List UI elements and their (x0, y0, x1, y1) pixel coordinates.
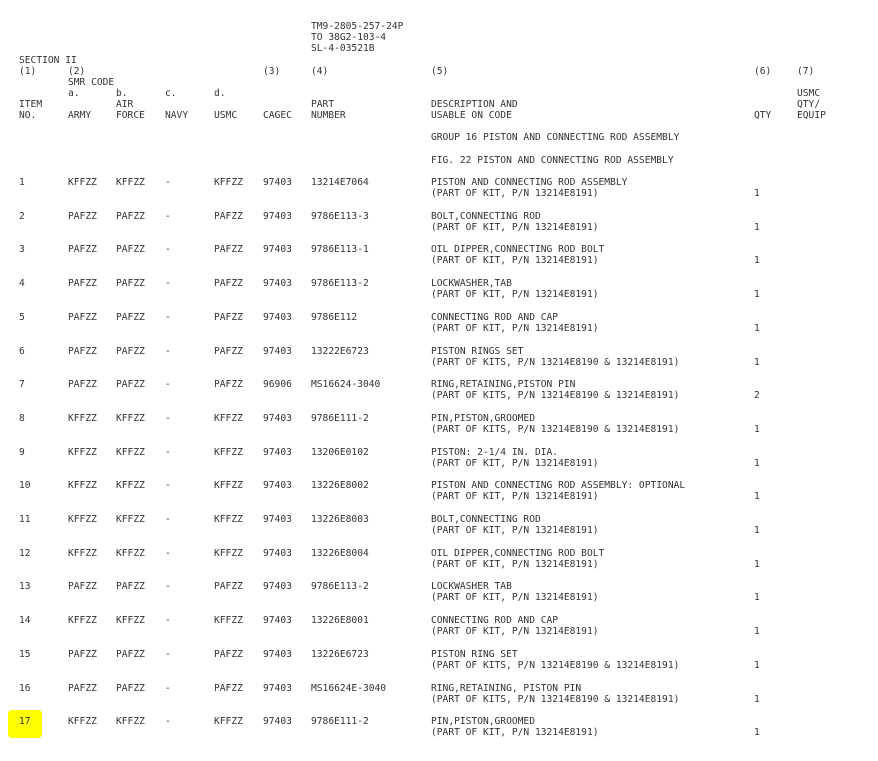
section-title: SECTION II (19, 55, 77, 66)
usmc-smr-code: KFFZZ (214, 615, 243, 626)
usmc-smr-code: PAFZZ (214, 649, 243, 660)
usmc-qty-header-1: USMC (797, 88, 821, 99)
col-num-5: (5) (431, 66, 449, 77)
item-number: 15 (19, 649, 31, 660)
quantity: 1 (754, 727, 760, 738)
army-smr-code: PAFZZ (68, 649, 97, 660)
part-number: MS16624E-3040 (311, 683, 387, 694)
cagec-code: 97403 (263, 346, 292, 357)
item-number: 8 (19, 413, 25, 424)
sub-letter-c: c. (165, 88, 177, 99)
col-num-1: (1) (19, 66, 37, 77)
navy-smr-code: - (165, 683, 171, 694)
sub-letter-b: b. (116, 88, 128, 99)
description-usable-on: (PART OF KITS, P/N 13214E8190 & 13214E8191) (431, 694, 680, 705)
air-force-smr-code: KFFZZ (116, 177, 145, 188)
army-smr-code: KFFZZ (68, 413, 97, 424)
navy-smr-code: - (165, 514, 171, 525)
description: CONNECTING ROD AND CAP (431, 615, 559, 626)
usmc-qty-header-3: EQUIP (797, 110, 826, 121)
quantity: 1 (754, 458, 760, 469)
sub-letter-a: a. (68, 88, 80, 99)
air-force-smr-code: KFFZZ (116, 413, 145, 424)
item-number: 3 (19, 244, 25, 255)
description-usable-on: (PART OF KIT, P/N 13214E8191) (431, 626, 599, 637)
quantity: 1 (754, 525, 760, 536)
cagec-code: 97403 (263, 480, 292, 491)
army-smr-code: KFFZZ (68, 480, 97, 491)
description: CONNECTING ROD AND CAP (431, 312, 559, 323)
sub-letter-d: d. (214, 88, 226, 99)
col-num-3: (3) (263, 66, 281, 77)
quantity: 1 (754, 188, 760, 199)
quantity: 1 (754, 592, 760, 603)
item-number: 13 (19, 581, 31, 592)
air-force-smr-code: KFFZZ (116, 548, 145, 559)
usmc-smr-code: KFFZZ (214, 716, 243, 727)
cagec-code: 97403 (263, 683, 292, 694)
description: RING,RETAINING, PISTON PIN (431, 683, 582, 694)
description: LOCKWASHER,TAB (431, 278, 512, 289)
description-usable-on: (PART OF KIT, P/N 13214E8191) (431, 222, 599, 233)
item-number: 1 (19, 177, 25, 188)
navy-header: NAVY (165, 110, 189, 121)
description-usable-on: (PART OF KIT, P/N 13214E8191) (431, 491, 599, 502)
air-force-smr-code: KFFZZ (116, 514, 145, 525)
army-smr-code: KFFZZ (68, 177, 97, 188)
part-number: 9786E112 (311, 312, 358, 323)
cagec-code: 96906 (263, 379, 292, 390)
part-number-header-1: PART (311, 99, 335, 110)
army-smr-code: PAFZZ (68, 581, 97, 592)
table-row (0, 615, 878, 639)
description: LOCKWASHER TAB (431, 581, 512, 592)
army-smr-code: PAFZZ (68, 683, 97, 694)
table-row (0, 514, 878, 538)
usmc-smr-code: KFFZZ (214, 548, 243, 559)
part-number: 9786E111-2 (311, 413, 369, 424)
description: PISTON RING SET (431, 649, 518, 660)
doc-id-1: TM9-2805-257-24P (311, 21, 404, 32)
quantity: 1 (754, 694, 760, 705)
navy-smr-code: - (165, 346, 171, 357)
description: PISTON: 2-1/4 IN. DIA. (431, 447, 559, 458)
table-row (0, 480, 878, 504)
item-number: 16 (19, 683, 31, 694)
navy-smr-code: - (165, 278, 171, 289)
cagec-code: 97403 (263, 244, 292, 255)
air-force-header-1: AIR (116, 99, 134, 110)
quantity: 1 (754, 424, 760, 435)
description-usable-on: (PART OF KIT, P/N 13214E8191) (431, 525, 599, 536)
part-number-header-2: NUMBER (311, 110, 346, 121)
air-force-smr-code: KFFZZ (116, 480, 145, 491)
part-number: 9786E111-2 (311, 716, 369, 727)
table-row (0, 379, 878, 403)
description: OIL DIPPER,CONNECTING ROD BOLT (431, 244, 605, 255)
qty-header: QTY (754, 110, 772, 121)
navy-smr-code: - (165, 480, 171, 491)
army-smr-code: PAFZZ (68, 244, 97, 255)
quantity: 1 (754, 559, 760, 570)
usmc-smr-code: PAFZZ (214, 346, 243, 357)
cagec-code: 97403 (263, 581, 292, 592)
air-force-smr-code: KFFZZ (116, 716, 145, 727)
navy-smr-code: - (165, 615, 171, 626)
cagec-code: 97403 (263, 716, 292, 727)
navy-smr-code: - (165, 413, 171, 424)
table-row (0, 211, 878, 235)
usmc-smr-code: PAFZZ (214, 312, 243, 323)
usmc-smr-code: KFFZZ (214, 177, 243, 188)
description-usable-on: (PART OF KITS, P/N 13214E8190 & 13214E8191) (431, 424, 680, 435)
item-number: 17 (19, 716, 31, 727)
cagec-code: 97403 (263, 447, 292, 458)
table-row (0, 312, 878, 336)
navy-smr-code: - (165, 177, 171, 188)
usmc-smr-code: PAFZZ (214, 244, 243, 255)
figure-title: FIG. 22 PISTON AND CONNECTING ROD ASSEMBLY (431, 155, 674, 166)
cagec-code: 97403 (263, 514, 292, 525)
usmc-smr-code: KFFZZ (214, 480, 243, 491)
part-number: MS16624-3040 (311, 379, 381, 390)
part-number: 13222E6723 (311, 346, 369, 357)
navy-smr-code: - (165, 581, 171, 592)
quantity: 1 (754, 357, 760, 368)
army-header: ARMY (68, 110, 92, 121)
usmc-smr-code: KFFZZ (214, 413, 243, 424)
description-usable-on: (PART OF KIT, P/N 13214E8191) (431, 323, 599, 334)
col-num-2: (2) (68, 66, 86, 77)
cagec-code: 97403 (263, 177, 292, 188)
part-number: 13226E8001 (311, 615, 369, 626)
item-header-1: ITEM (19, 99, 43, 110)
description-usable-on: (PART OF KITS, P/N 13214E8190 & 13214E8191) (431, 357, 680, 368)
part-number: 9786E113-2 (311, 278, 369, 289)
army-smr-code: KFFZZ (68, 716, 97, 727)
description: PISTON RINGS SET (431, 346, 524, 357)
table-row (0, 177, 878, 201)
doc-id-3: SL-4-03521B (311, 43, 375, 54)
usmc-header: USMC (214, 110, 238, 121)
description: BOLT,CONNECTING ROD (431, 514, 541, 525)
table-row (0, 548, 878, 572)
cagec-header: CAGEC (263, 110, 292, 121)
description-usable-on: (PART OF KIT, P/N 13214E8191) (431, 559, 599, 570)
army-smr-code: PAFZZ (68, 211, 97, 222)
table-row (0, 683, 878, 707)
smr-code-label: SMR CODE (68, 77, 115, 88)
navy-smr-code: - (165, 548, 171, 559)
item-header-2: NO. (19, 110, 37, 121)
army-smr-code: KFFZZ (68, 615, 97, 626)
quantity: 1 (754, 660, 760, 671)
item-number: 10 (19, 480, 31, 491)
doc-id-2: TO 38G2-103-4 (311, 32, 387, 43)
air-force-smr-code: PAFZZ (116, 278, 145, 289)
air-force-smr-code: PAFZZ (116, 683, 145, 694)
table-row (0, 447, 878, 471)
item-number: 4 (19, 278, 25, 289)
item-number: 12 (19, 548, 31, 559)
cagec-code: 97403 (263, 413, 292, 424)
usmc-smr-code: PAFZZ (214, 683, 243, 694)
air-force-smr-code: PAFZZ (116, 581, 145, 592)
description-header-1: DESCRIPTION AND (431, 99, 518, 110)
cagec-code: 97403 (263, 615, 292, 626)
quantity: 1 (754, 222, 760, 233)
usmc-smr-code: KFFZZ (214, 514, 243, 525)
cagec-code: 97403 (263, 548, 292, 559)
part-number: 13214E7064 (311, 177, 369, 188)
usmc-smr-code: PAFZZ (214, 581, 243, 592)
description: RING,RETAINING,PISTON PIN (431, 379, 576, 390)
army-smr-code: KFFZZ (68, 447, 97, 458)
usmc-smr-code: PAFZZ (214, 379, 243, 390)
navy-smr-code: - (165, 211, 171, 222)
part-number: 13206E0102 (311, 447, 369, 458)
navy-smr-code: - (165, 649, 171, 660)
description-usable-on: (PART OF KIT, P/N 13214E8191) (431, 727, 599, 738)
army-smr-code: PAFZZ (68, 346, 97, 357)
air-force-smr-code: KFFZZ (116, 615, 145, 626)
description: PISTON AND CONNECTING ROD ASSEMBLY: OPTIONAL (431, 480, 686, 491)
cagec-code: 97403 (263, 649, 292, 660)
usmc-smr-code: KFFZZ (214, 447, 243, 458)
air-force-smr-code: KFFZZ (116, 447, 145, 458)
item-number: 11 (19, 514, 31, 525)
part-number: 13226E8004 (311, 548, 369, 559)
part-number: 13226E6723 (311, 649, 369, 660)
navy-smr-code: - (165, 716, 171, 727)
army-smr-code: PAFZZ (68, 379, 97, 390)
army-smr-code: KFFZZ (68, 548, 97, 559)
part-number: 9786E113-2 (311, 581, 369, 592)
usmc-smr-code: PAFZZ (214, 211, 243, 222)
army-smr-code: KFFZZ (68, 514, 97, 525)
description-usable-on: (PART OF KIT, P/N 13214E8191) (431, 188, 599, 199)
table-row (0, 244, 878, 268)
cagec-code: 97403 (263, 278, 292, 289)
navy-smr-code: - (165, 379, 171, 390)
navy-smr-code: - (165, 244, 171, 255)
air-force-header-2: FORCE (116, 110, 145, 121)
table-row (0, 346, 878, 370)
quantity: 1 (754, 491, 760, 502)
col-num-4: (4) (311, 66, 329, 77)
part-number: 13226E8002 (311, 480, 369, 491)
description: OIL DIPPER,CONNECTING ROD BOLT (431, 548, 605, 559)
description-usable-on: (PART OF KITS, P/N 13214E8190 & 13214E8191) (431, 660, 680, 671)
quantity: 1 (754, 626, 760, 637)
part-number: 9786E113-1 (311, 244, 369, 255)
quantity: 1 (754, 289, 760, 300)
air-force-smr-code: PAFZZ (116, 244, 145, 255)
air-force-smr-code: PAFZZ (116, 211, 145, 222)
air-force-smr-code: PAFZZ (116, 379, 145, 390)
description-usable-on: (PART OF KIT, P/N 13214E8191) (431, 592, 599, 603)
description-usable-on: (PART OF KITS, P/N 13214E8190 & 13214E8191) (431, 390, 680, 401)
quantity: 1 (754, 255, 760, 266)
item-number: 14 (19, 615, 31, 626)
table-row (0, 649, 878, 673)
cagec-code: 97403 (263, 312, 292, 323)
usmc-qty-header-2: QTY/ (797, 99, 821, 110)
part-number: 9786E113-3 (311, 211, 369, 222)
item-number: 7 (19, 379, 25, 390)
item-number: 9 (19, 447, 25, 458)
cagec-code: 97403 (263, 211, 292, 222)
table-row (0, 581, 878, 605)
col-num-7: (7) (797, 66, 815, 77)
description: PIN,PISTON,GROOMED (431, 413, 535, 424)
quantity: 1 (754, 323, 760, 334)
table-row (0, 413, 878, 437)
army-smr-code: PAFZZ (68, 312, 97, 323)
army-smr-code: PAFZZ (68, 278, 97, 289)
description-usable-on: (PART OF KIT, P/N 13214E8191) (431, 289, 599, 300)
air-force-smr-code: PAFZZ (116, 649, 145, 660)
quantity: 2 (754, 390, 760, 401)
item-number: 5 (19, 312, 25, 323)
col-num-6: (6) (754, 66, 772, 77)
description: PISTON AND CONNECTING ROD ASSEMBLY (431, 177, 628, 188)
air-force-smr-code: PAFZZ (116, 312, 145, 323)
group-title: GROUP 16 PISTON AND CONNECTING ROD ASSEMBLY (431, 132, 680, 143)
table-row (0, 278, 878, 302)
navy-smr-code: - (165, 312, 171, 323)
air-force-smr-code: PAFZZ (116, 346, 145, 357)
description-header-2: USABLE ON CODE (431, 110, 512, 121)
item-number: 6 (19, 346, 25, 357)
description: BOLT,CONNECTING ROD (431, 211, 541, 222)
description: PIN,PISTON,GROOMED (431, 716, 535, 727)
navy-smr-code: - (165, 447, 171, 458)
part-number: 13226E8003 (311, 514, 369, 525)
description-usable-on: (PART OF KIT, P/N 13214E8191) (431, 458, 599, 469)
table-row (0, 716, 878, 740)
item-number: 2 (19, 211, 25, 222)
usmc-smr-code: PAFZZ (214, 278, 243, 289)
description-usable-on: (PART OF KIT, P/N 13214E8191) (431, 255, 599, 266)
